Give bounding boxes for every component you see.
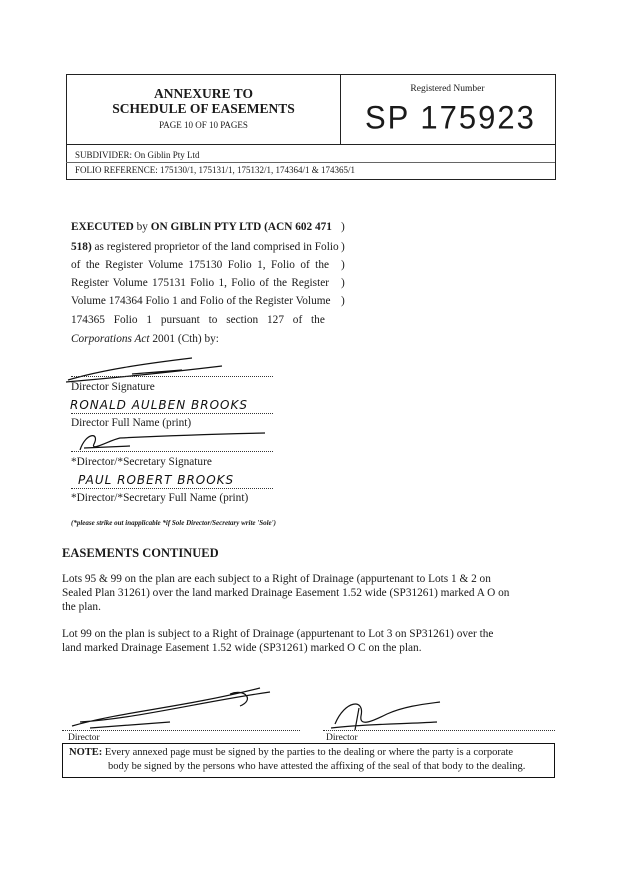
secretary-signature-line (71, 451, 273, 452)
director-signature-label: Director Signature (71, 381, 155, 393)
bracket-3: ) (341, 259, 345, 271)
bracket-1: ) (341, 221, 345, 233)
execution-line-1 (71, 221, 332, 233)
director-name-handwritten: RONALD AULBEN BROOKS (70, 398, 248, 412)
subdivider-divider (66, 162, 555, 163)
registered-number: SP 175923 (365, 99, 536, 136)
execution-line-2 (71, 241, 339, 253)
director-signature-line (71, 376, 273, 377)
bracket-4: ) (341, 277, 345, 289)
execution-line-3: of the Register Volume 175130 Folio 1, Folio of the (71, 259, 329, 271)
secretary-name-label: *Director/*Secretary Full Name (print) (71, 492, 249, 504)
footer-right-signature-line (323, 730, 555, 731)
easement-para2-line2: land marked Drainage Easement 1.52 wide (SP31261) marked O C on the plan. (62, 642, 422, 654)
registered-number-label: Registered Number (410, 84, 485, 94)
secretary-signature-label: *Director/*Secretary Signature (71, 456, 212, 468)
execution-line-2-text: as registered proprietor of the land comprised in Folio (91, 241, 339, 253)
bracket-2: ) (341, 241, 345, 253)
execution-line-6: 174365 Folio 1 pursuant to section 127 of the (71, 314, 325, 326)
easement-para1-line1: Lots 95 & 99 on the plan are each subject to a Right of Drainage (appurtenant to Lots 1 & 2 on (62, 573, 491, 585)
note-line-2: body be signed by the persons who have attested the affixing of the seal of that body to the dealing. (108, 761, 526, 772)
executed-word: EXECUTED (71, 221, 134, 233)
easements-heading: EASEMENTS CONTINUED (62, 546, 219, 560)
secretary-name-handwritten: PAUL ROBERT BROOKS (78, 473, 235, 487)
annexure-title: ANNEXURE TO (154, 86, 253, 101)
footer-left-signature-line (62, 730, 300, 731)
footer-director-right: Director (326, 733, 358, 743)
execution-line-7 (71, 333, 219, 345)
executed-by: by (133, 221, 151, 233)
execution-line-4: Register Volume 175131 Folio 1, Folio of the Register (71, 277, 329, 289)
easement-para2-line1: Lot 99 on the plan is subject to a Right of Drainage (appurtenant to Lot 3 on SP31261) over the (62, 628, 494, 640)
strike-out-note: (*please strike out inapplicable *if Sole Director/Secretary write 'Sole') (71, 519, 276, 527)
folio-reference: FOLIO REFERENCE: 175130/1, 175131/1, 175132/1, 174364/1 & 174365/1 (75, 165, 356, 175)
easement-para1-line2: Sealed Plan 31261) over the land marked Drainage Easement 1.52 wide (SP31261) marked A O on (62, 587, 510, 599)
execution-line-7-text: 2001 (Cth) by: (149, 333, 219, 345)
director-name-line (71, 413, 273, 414)
execution-line-5: Volume 174364 Folio 1 and Folio of the Register Volume (71, 295, 331, 307)
subdivider: SUBDIVIDER: On Giblin Pty Ltd (75, 150, 200, 160)
bracket-5: ) (341, 295, 345, 307)
header-horizontal-divider (66, 144, 555, 145)
secretary-name-line (71, 488, 273, 489)
schedule-title: SCHEDULE OF EASEMENTS (112, 101, 295, 116)
note-label: NOTE: (69, 747, 103, 758)
footer-director-left: Director (68, 733, 100, 743)
acn-suffix: 518) (71, 241, 92, 253)
note-text-1: Every annexed page must be signed by the parties to the dealing or where the party is a corporate (102, 747, 514, 758)
footer-left-signature-scribble (60, 682, 290, 732)
director-name-label: Director Full Name (print) (71, 417, 192, 429)
note-line-1 (69, 747, 513, 758)
company-name: ON GIBLIN PTY LTD (ACN 602 471 (150, 221, 332, 233)
easement-para1-line3: the plan. (62, 601, 101, 613)
page-info: PAGE 10 OF 10 PAGES (159, 120, 248, 130)
act-name: Corporations Act (71, 333, 150, 345)
